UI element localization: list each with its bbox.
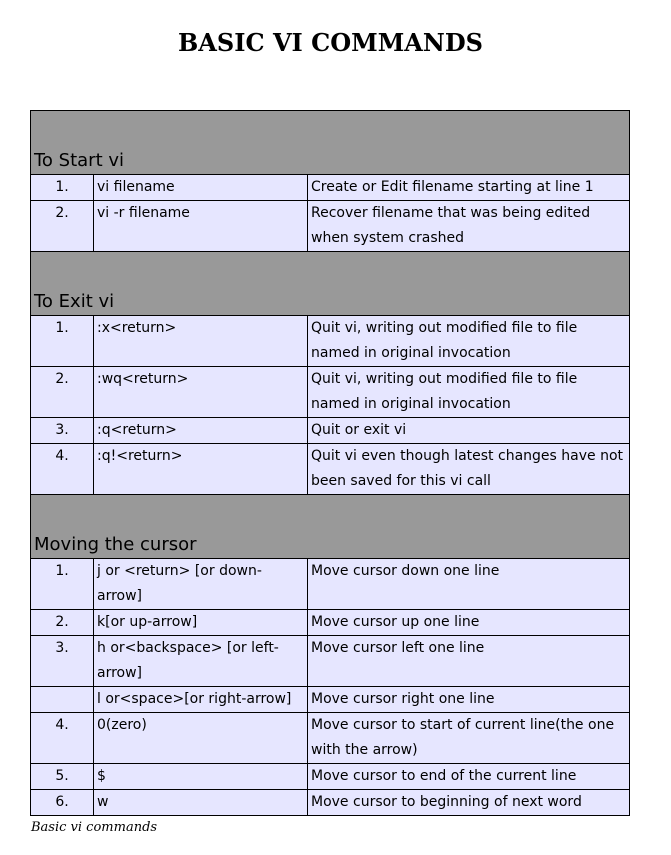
description-cell: Move cursor to end of the current line xyxy=(308,764,630,790)
command-cell: 0(zero) xyxy=(94,713,308,764)
command-cell: j or <return> [or down-arrow] xyxy=(94,559,308,610)
row-number: 4. xyxy=(31,713,94,764)
table-row xyxy=(31,610,630,636)
table-row xyxy=(31,201,630,252)
row-number: 2. xyxy=(31,610,94,636)
table-row xyxy=(31,367,630,418)
table-row xyxy=(31,175,630,201)
table-row xyxy=(31,764,630,790)
description-cell: Quit vi, writing out modified file to file named in original invocation xyxy=(308,316,630,367)
description-cell: Quit vi even though latest changes have not been saved for this vi call xyxy=(308,444,630,495)
vi-commands-table xyxy=(30,110,630,816)
section-heading: Moving the cursor xyxy=(31,495,630,559)
row-number: 3. xyxy=(31,636,94,687)
section-heading: To Exit vi xyxy=(31,252,630,316)
command-cell: vi -r filename xyxy=(94,201,308,252)
row-number: 1. xyxy=(31,175,94,201)
row-number: 6. xyxy=(31,790,94,816)
description-cell: Quit or exit vi xyxy=(308,418,630,444)
command-cell: vi filename xyxy=(94,175,308,201)
command-cell: :x<return> xyxy=(94,316,308,367)
table-row xyxy=(31,316,630,367)
description-cell: Move cursor up one line xyxy=(308,610,630,636)
row-number xyxy=(31,687,94,713)
description-cell: Create or Edit filename starting at line 1 xyxy=(308,175,630,201)
table-row xyxy=(31,687,630,713)
command-cell: :wq<return> xyxy=(94,367,308,418)
row-number: 1. xyxy=(31,559,94,610)
command-cell: l or<space>[or right-arrow] xyxy=(94,687,308,713)
row-number: 2. xyxy=(31,367,94,418)
command-cell: k[or up-arrow] xyxy=(94,610,308,636)
command-cell: w xyxy=(94,790,308,816)
row-number: 5. xyxy=(31,764,94,790)
description-cell: Quit vi, writing out modified file to file named in original invocation xyxy=(308,367,630,418)
row-number: 4. xyxy=(31,444,94,495)
section-header xyxy=(31,495,630,559)
description-cell: Move cursor down one line xyxy=(308,559,630,610)
description-cell: Move cursor to start of current line(the one with the arrow) xyxy=(308,713,630,764)
table-row xyxy=(31,418,630,444)
table-row xyxy=(31,713,630,764)
description-cell: Recover filename that was being edited when system crashed xyxy=(308,201,630,252)
table-row xyxy=(31,444,630,495)
command-cell: :q<return> xyxy=(94,418,308,444)
table-row xyxy=(31,559,630,610)
section-header xyxy=(31,252,630,316)
table-row xyxy=(31,636,630,687)
page-title: BASIC VI COMMANDS xyxy=(178,28,483,57)
section-header xyxy=(31,111,630,175)
row-number: 1. xyxy=(31,316,94,367)
command-cell: $ xyxy=(94,764,308,790)
command-cell: :q!<return> xyxy=(94,444,308,495)
description-cell: Move cursor to beginning of next word xyxy=(308,790,630,816)
table-row xyxy=(31,790,630,816)
command-cell: h or<backspace> [or left-arrow] xyxy=(94,636,308,687)
section-heading: To Start vi xyxy=(31,111,630,175)
row-number: 2. xyxy=(31,201,94,252)
figure-caption: Basic vi commands xyxy=(31,820,158,835)
description-cell: Move cursor right one line xyxy=(308,687,630,713)
row-number: 3. xyxy=(31,418,94,444)
description-cell: Move cursor left one line xyxy=(308,636,630,687)
